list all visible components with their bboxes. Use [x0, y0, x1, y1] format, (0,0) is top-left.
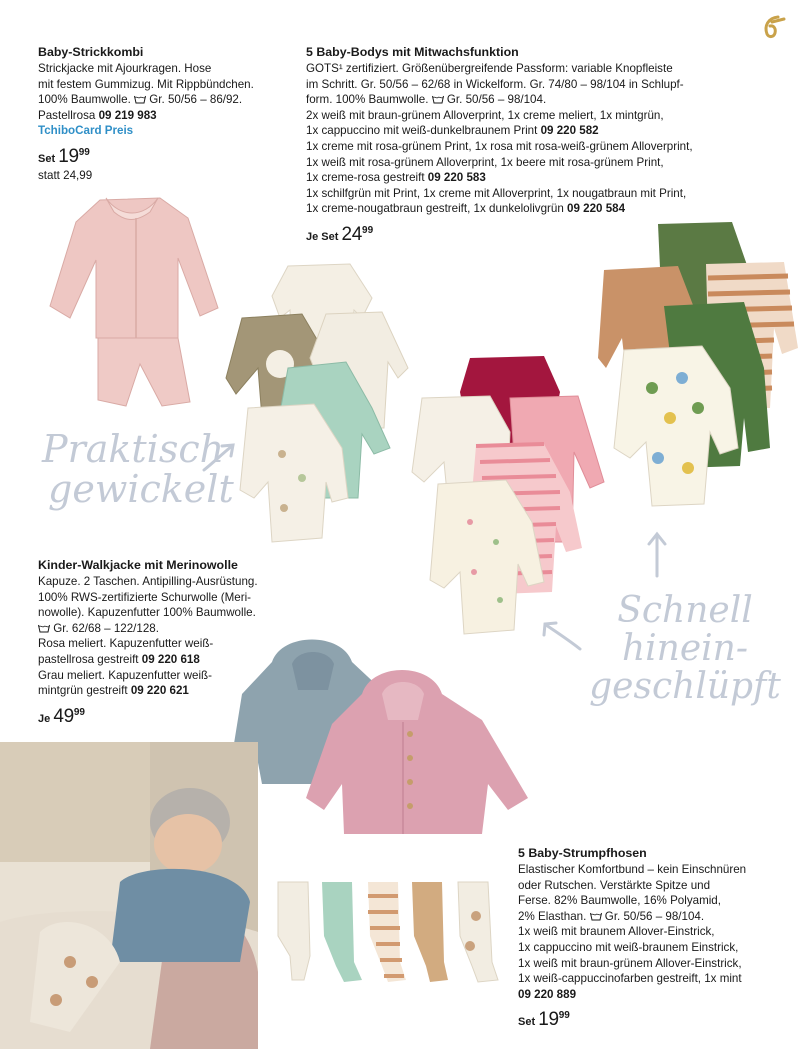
variant-line: 1x creme-nougatbraun gestreift, 1x dunkelolivgrün 09 220 584: [306, 202, 626, 216]
bodys-wickel-image: [222, 258, 422, 550]
variant-line: Grau meliert. Kapuzenfutter weiß-: [38, 668, 212, 682]
price: Set 1999: [518, 1009, 570, 1031]
tchibo-logo-icon[interactable]: [758, 12, 788, 42]
article-number: 09 220 584: [567, 202, 626, 216]
price: Je Set 2499: [306, 223, 374, 245]
price: Set 1999: [38, 145, 90, 167]
washing-icon: [38, 624, 50, 633]
script-schnell: Schnell hinein- geschlüpft: [589, 590, 781, 707]
description-line: 100% RWS-zertifizierte Schurwolle (Meri-: [38, 590, 252, 604]
product-title: Kinder-Walkjacke mit Merinowolle: [38, 558, 238, 572]
description-line: mit festem Gummizug. Mit Rippbündchen.: [38, 77, 254, 91]
material-line: form. 100% Baumwolle. Gr. 50/56 – 98/104.: [306, 93, 547, 107]
product-strumpfhosen: [518, 845, 788, 1031]
product-title: Baby-Strickkombi: [38, 45, 144, 59]
article-line: Pastellrosa 09 219 983: [38, 108, 157, 122]
old-price: statt 24,99: [38, 168, 93, 182]
product-title: 5 Baby-Strumpfhosen: [518, 846, 647, 860]
article-number: 09 220 889: [518, 987, 577, 1001]
variant-line: 1x creme mit rosa-grünem Print, 1x rosa mit rosa-weiß-grünem Alloverprint,: [306, 139, 693, 153]
variant-line: 2x weiß mit braun-grünem Alloverprint, 1x creme meliert, 1x mintgrün,: [306, 108, 664, 122]
description-line: Strickjacke mit Ajourkragen. Hose: [38, 62, 212, 75]
description-line: im Schritt. Gr. 50/56 – 62/68 in Wickelform. Gr. 74/80 – 98/104 in Schlupf-: [306, 77, 684, 91]
description-line: GOTS¹ zertifiziert. Größenübergreifende Passform: variable Knopfleiste: [306, 62, 673, 75]
description-line: nowolle). Kapuzenfutter 100% Baumwolle.: [38, 606, 256, 620]
description-line: Kapuze. 2 Taschen. Antipilling-Ausrüstung.: [38, 575, 258, 588]
washing-icon: [590, 912, 602, 921]
variant-line: pastellrosa gestreift 09 220 618: [38, 652, 200, 666]
strumpfhosen-image: [272, 876, 504, 988]
material-line: 100% Baumwolle. Gr. 50/56 – 86/92.: [38, 93, 243, 107]
product-strickkombi: [38, 44, 278, 183]
material-line: Gr. 62/68 – 122/128.: [38, 621, 278, 637]
variant-line: 1x weiß mit braunem Allover-Einstrick,: [518, 925, 715, 939]
article-number: 09 220 621: [130, 684, 189, 698]
washing-icon: [134, 95, 146, 104]
bodys-schlupf-image: [410, 352, 610, 642]
variant-line: 1x cappuccino mit weiß-braunem Einstrick,: [518, 940, 739, 954]
price: Je 4999: [38, 705, 85, 727]
tchibocard-label: TchiboCard Preis: [38, 124, 134, 138]
variant-line: mintgrün gestreift 09 220 621: [38, 684, 189, 698]
variant-line: 1x cappuccino mit weiß-dunkelbraunem Print 09 220 582: [306, 124, 599, 138]
script-praktisch: Praktisch gewickelt: [42, 427, 234, 511]
product-bodys: [306, 44, 746, 246]
bodys-farbig-image: [598, 218, 798, 508]
variant-line: 1x creme-rosa gestreift 09 220 583: [306, 171, 486, 185]
article-number: 09 219 983: [98, 108, 157, 122]
material-line: 2% Elasthan. Gr. 50/56 – 98/104.: [518, 909, 705, 923]
description-line: Elastischer Komfortbund – kein Einschnüren: [518, 863, 747, 876]
article-number: 09 220 583: [427, 171, 486, 185]
arrow-icon: [645, 530, 669, 580]
variant-line: 1x weiß mit braun-grünem Allover-Einstrick,: [518, 956, 742, 970]
walkjacke-image: [232, 634, 532, 840]
product-title: 5 Baby-Bodys mit Mitwachsfunktion: [306, 45, 519, 59]
washing-icon: [432, 95, 444, 104]
variant-line: 1x schilfgrün mit Print, 1x creme mit Alloverprint, 1x nougatbraun mit Print,: [306, 186, 687, 200]
description-line: Ferse. 82% Baumwolle, 16% Polyamid,: [518, 894, 721, 908]
baby-photo: [0, 742, 258, 1049]
variant-line: 1x weiß mit rosa-grünem Alloverprint, 1x beere mit rosa-grünem Print,: [306, 155, 664, 169]
article-number: 09 220 618: [141, 652, 200, 666]
variant-line: Rosa meliert. Kapuzenfutter weiß-: [38, 637, 214, 651]
article-number: 09 220 582: [540, 124, 599, 138]
description-line: oder Rutschen. Verstärkte Spitze und: [518, 878, 711, 892]
strickkombi-image: [40, 188, 230, 410]
variant-line: 1x weiß-cappuccinofarben gestreift, 1x mint: [518, 972, 742, 986]
